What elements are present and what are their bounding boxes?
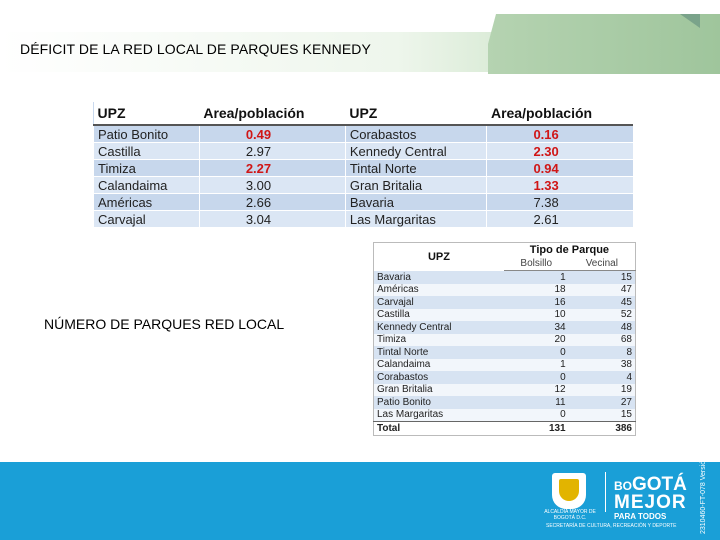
value-cell: 2.61	[487, 211, 633, 228]
upz-cell: Calandaima	[94, 177, 200, 194]
document-code: 2310460-FT-078 Versión 1	[700, 451, 707, 534]
upz-cell: Kennedy Central	[345, 143, 487, 160]
table-row	[374, 321, 636, 334]
value-cell: 2.66	[199, 194, 345, 211]
secretaria-label: SECRETARÍA DE CULTURA, RECREACIÓN Y DEPORTE	[546, 523, 677, 529]
parks-total-label: Total	[374, 422, 504, 436]
upz-cell: Américas	[374, 284, 504, 297]
corner-decoration	[680, 14, 700, 28]
upz-cell: Carvajal	[94, 211, 200, 228]
table-row	[94, 160, 634, 177]
table-row	[374, 334, 636, 347]
bolsillo-cell: 11	[504, 396, 569, 409]
upz-cell: Américas	[94, 194, 200, 211]
shield-inner	[559, 479, 579, 501]
value-cell: 2.27	[199, 160, 345, 177]
upz-cell: Patio Bonito	[94, 125, 200, 143]
header-upz-1: UPZ	[94, 102, 200, 125]
upz-cell: Castilla	[94, 143, 200, 160]
upz-cell: Gran Britalia	[345, 177, 487, 194]
vecinal-cell: 38	[569, 359, 636, 372]
parks-table-body	[374, 271, 636, 422]
header-area-1: Area/población	[199, 102, 345, 125]
bolsillo-cell: 12	[504, 384, 569, 397]
bolsillo-cell: 10	[504, 309, 569, 322]
bolsillo-cell: 0	[504, 371, 569, 384]
upz-cell: Carvajal	[374, 296, 504, 309]
deficit-table	[93, 102, 633, 227]
bolsillo-cell: 1	[504, 359, 569, 372]
upz-cell: Bavaria	[345, 194, 487, 211]
table-row	[374, 309, 636, 322]
vecinal-cell: 47	[569, 284, 636, 297]
value-cell: 3.04	[199, 211, 345, 228]
section-subtitle: NÚMERO DE PARQUES RED LOCAL	[44, 316, 285, 332]
logo-para-todos: PARA TODOS	[614, 512, 667, 521]
logo-prefix: BO	[614, 479, 632, 493]
footer-separator	[605, 472, 606, 512]
parks-header-row	[374, 243, 636, 258]
value-cell: 2.30	[487, 143, 633, 160]
upz-cell: Castilla	[374, 309, 504, 322]
value-cell: 0.16	[487, 125, 633, 143]
logo-main: GOTÁ	[632, 474, 687, 495]
parks-total-bolsillo: 131	[504, 422, 569, 436]
upz-cell: Bavaria	[374, 271, 504, 284]
vecinal-cell: 52	[569, 309, 636, 322]
upz-cell: Timiza	[94, 160, 200, 177]
deficit-table-body	[94, 125, 634, 227]
table-row	[94, 143, 634, 160]
value-cell: 0.94	[487, 160, 633, 177]
vecinal-cell: 19	[569, 384, 636, 397]
deficit-header-row	[94, 102, 634, 125]
table-row	[374, 384, 636, 397]
vecinal-cell: 15	[569, 409, 636, 422]
header-area-2: Area/población	[487, 102, 633, 125]
upz-cell: Patio Bonito	[374, 396, 504, 409]
bolsillo-cell: 16	[504, 296, 569, 309]
upz-cell: Corabastos	[374, 371, 504, 384]
page-title: DÉFICIT DE LA RED LOCAL DE PARQUES KENNEDY	[20, 41, 371, 57]
coat-of-arms-icon	[552, 473, 586, 509]
vecinal-cell: 45	[569, 296, 636, 309]
vecinal-cell: 27	[569, 396, 636, 409]
table-row	[94, 125, 634, 143]
bolsillo-cell: 0	[504, 409, 569, 422]
upz-cell: Gran Britalia	[374, 384, 504, 397]
bolsillo-cell: 20	[504, 334, 569, 347]
upz-cell: Calandaima	[374, 359, 504, 372]
bolsillo-cell: 34	[504, 321, 569, 334]
table-row	[94, 177, 634, 194]
table-row	[374, 396, 636, 409]
table-row	[94, 211, 634, 228]
upz-cell: Timiza	[374, 334, 504, 347]
upz-cell: Las Margaritas	[345, 211, 487, 228]
bolsillo-cell: 18	[504, 284, 569, 297]
value-cell: 0.49	[199, 125, 345, 143]
vecinal-cell: 8	[569, 346, 636, 359]
parks-total-row	[374, 422, 636, 436]
alcaldia-label: ALCALDÍA MAYOR DE BOGOTÁ D.C.	[544, 509, 596, 521]
upz-cell: Tintal Norte	[345, 160, 487, 177]
table-row	[374, 284, 636, 297]
parks-header-type: Tipo de Parque	[529, 244, 610, 256]
table-row	[374, 346, 636, 359]
table-row	[374, 359, 636, 372]
vecinal-cell: 48	[569, 321, 636, 334]
value-cell: 7.38	[487, 194, 633, 211]
parks-total-vecinal: 386	[569, 422, 636, 436]
vecinal-cell: 15	[569, 271, 636, 284]
header-upz-2: UPZ	[345, 102, 487, 125]
bolsillo-cell: 0	[504, 346, 569, 359]
table-row	[374, 371, 636, 384]
value-cell: 3.00	[199, 177, 345, 194]
upz-cell: Kennedy Central	[374, 321, 504, 334]
bolsillo-cell: 1	[504, 271, 569, 284]
vecinal-cell: 68	[569, 334, 636, 347]
parks-header-vecinal: Vecinal	[569, 257, 636, 271]
parks-header-upz: UPZ	[427, 250, 450, 263]
upz-cell: Tintal Norte	[374, 346, 504, 359]
vecinal-cell: 4	[569, 371, 636, 384]
value-cell: 1.33	[487, 177, 633, 194]
upz-cell: Corabastos	[345, 125, 487, 143]
table-row	[374, 296, 636, 309]
logo-mejor: MEJOR	[614, 492, 687, 513]
table-row	[94, 194, 634, 211]
upz-cell: Las Margaritas	[374, 409, 504, 422]
parks-table	[373, 242, 636, 436]
value-cell: 2.97	[199, 143, 345, 160]
parks-header-bolsillo: Bolsillo	[504, 257, 569, 271]
table-row	[374, 271, 636, 284]
table-row	[374, 409, 636, 422]
